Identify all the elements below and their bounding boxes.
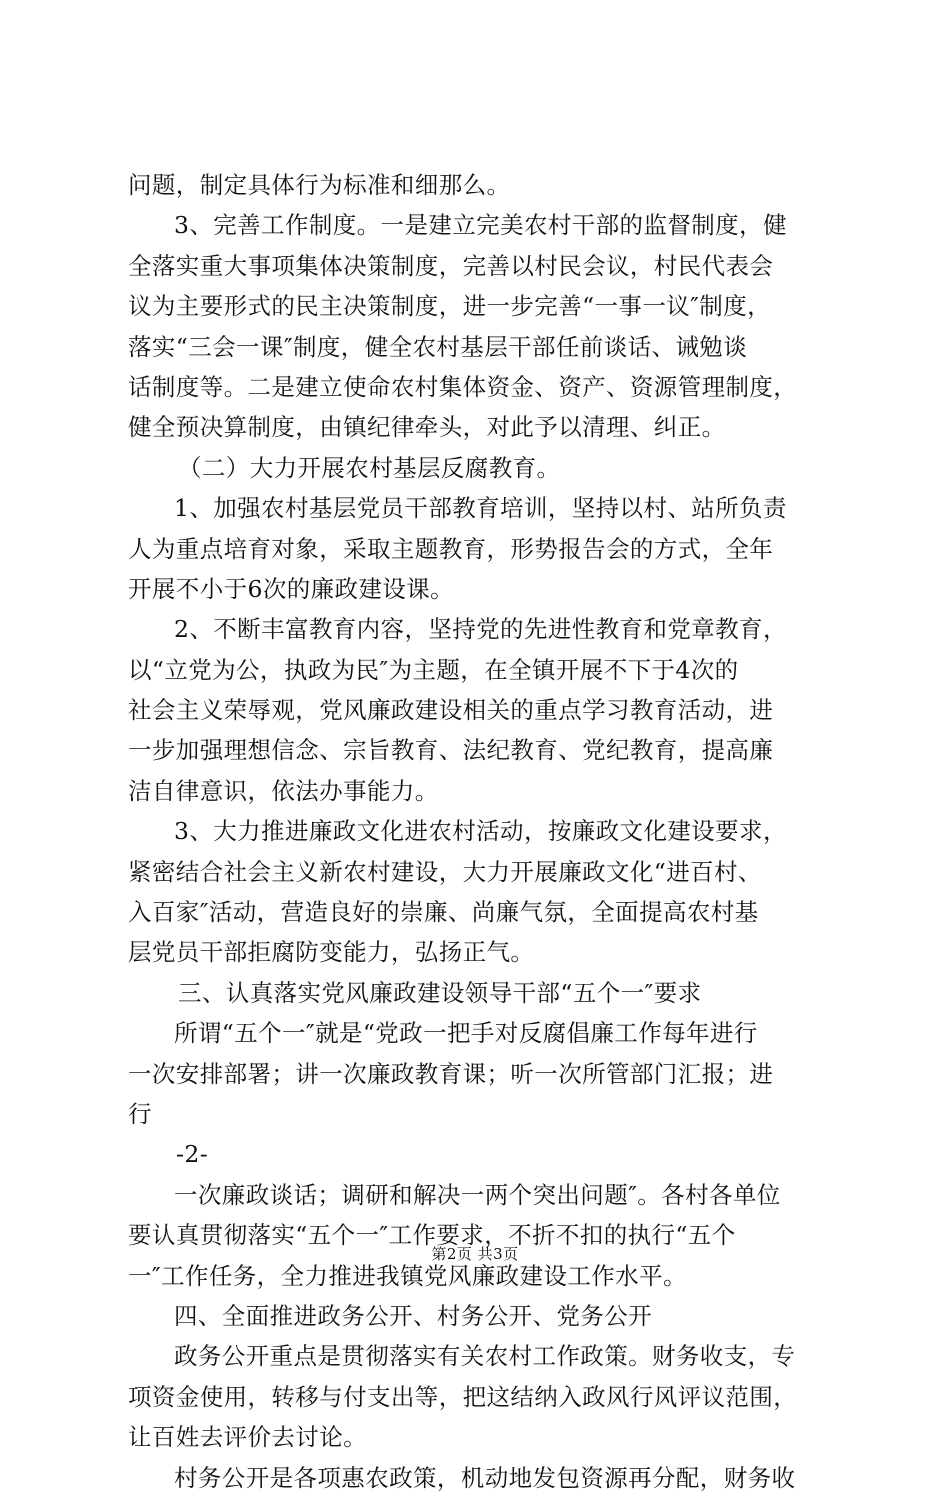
text-line: 紧密结合社会主义新农村建设，大力开展廉政文化“进百村、 [128,857,762,886]
text-line: 一次安排部署；讲一次廉政教育课；听一次所管部门汇报；进 [128,1059,774,1088]
text-line: 村务公开是各项惠农政策，机动地发包资源再分配，财务收 [174,1463,796,1492]
text-line: 以“立党为公，执政为民″为主题，在全镇开展不下于4次的 [128,655,739,684]
text-line: 一步加强理想信念、宗旨教育、法纪教育、党纪教育，提高廉 [128,736,774,765]
text-line: 行 [128,1099,152,1128]
text-line: 话制度等。二是建立使命农村集体资金、资产、资源管理制度， [128,372,798,401]
text-line: 人为重点培育对象，采取主题教育，形势报告会的方式，全年 [128,534,774,563]
text-line: 入百家″活动，营造良好的崇廉、尚廉气氛，全面提高农村基 [128,898,759,927]
text-line: 层党员干部拒腐防变能力，弘扬正气。 [128,938,535,967]
section-heading: 四、全面推进政务公开、村务公开、党务公开 [174,1301,652,1330]
text-line: 一次廉政谈话；调研和解决一两个突出问题″。各村各单位 [174,1180,781,1209]
page-number-marker: -2- [176,1140,209,1169]
text-line: 开展不小于6次的廉政建设课。 [128,574,455,603]
text-line: 落实“三会一课″制度，健全农村基层干部任前谈话、诫勉谈 [128,332,748,361]
text-line: 一″工作任务，全力推进我镇党风廉政建设工作水平。 [128,1261,687,1290]
text-line: 让百姓去评价去讨论。 [128,1423,367,1452]
page-footer: 第2页 共3页 [431,1245,519,1263]
text-line: 要认真贯彻落实“五个一″工作要求，不折不扣的执行“五个 [128,1221,736,1250]
section-heading: 三、认真落实党风廉政建设领导干部“五个一″要求 [178,978,702,1007]
text-line: 议为主要形式的民主决策制度，进一步完善“一事一议″制度， [128,292,771,321]
text-line: 全落实重大事项集体决策制度，完善以村民会议，村民代表会 [128,251,774,280]
text-line: 健全预决算制度，由镇纪律牵头，对此予以清理、纠正。 [128,413,726,442]
text-line: 洁自律意识，依法办事能力。 [128,776,439,805]
text-line: 3、完善工作制度。一是建立完美农村干部的监督制度，健 [174,211,787,240]
text-line: 2、不断丰富教育内容，坚持党的先进性教育和党章教育， [174,615,787,644]
text-line: 问题，制定具体行为标准和细那么。 [128,171,511,199]
text-line: 政务公开重点是贯彻落实有关农村工作政策。财务收支，专 [174,1342,796,1371]
text-line: 所谓“五个一″就是“党政一把手对反腐倡廉工作每年进行 [174,1019,758,1048]
text-line: 社会主义荣辱观，党风廉政建设相关的重点学习教育活动，进 [128,696,774,725]
section-heading: （二）大力开展农村基层反腐教育。 [178,453,561,482]
text-line: 项资金使用，转移与付支出等，把这结纳入政风行风评议范围， [128,1382,798,1411]
text-line: 3、大力推进廉政文化进农村活动，按廉政文化建设要求， [174,817,787,846]
document-body [128,165,828,1498]
text-line: 1、加强农村基层党员干部教育培训，坚持以村、站所负责 [174,494,787,523]
